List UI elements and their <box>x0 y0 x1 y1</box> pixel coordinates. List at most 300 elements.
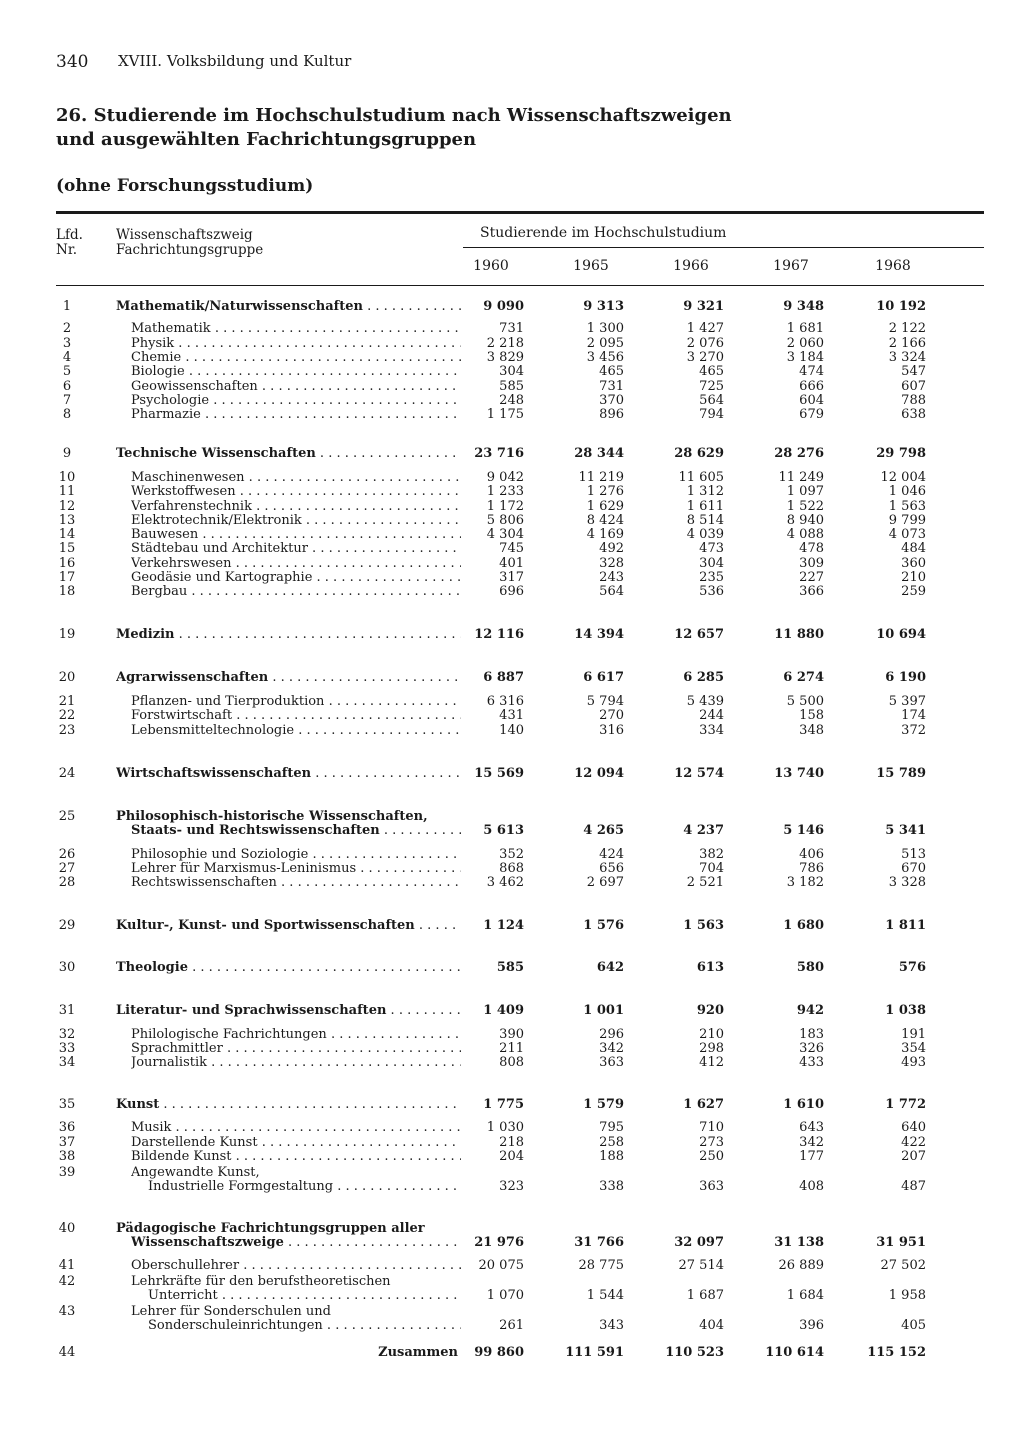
row-label-line-1: Philosophisch-historische Wissenschaften, <box>116 809 428 824</box>
leader-dots <box>211 321 461 336</box>
value-1966: 11 605 <box>678 470 724 485</box>
value-1966: 28 629 <box>674 446 724 461</box>
value-1968: 3 328 <box>888 875 926 890</box>
row-label <box>131 364 461 379</box>
value-1968: 1 563 <box>888 499 926 514</box>
value-1960: 431 <box>499 708 524 723</box>
row-label-text: Verfahrenstechnik <box>131 499 252 514</box>
row-number: 29 <box>58 918 76 933</box>
value-1967: 3 182 <box>786 875 824 890</box>
row-label-text: Pflanzen- und Tierproduktion <box>131 694 325 709</box>
value-1966: 235 <box>699 570 724 585</box>
row-label-line-1: Pädagogische Fachrichtungsgruppen aller <box>116 1221 425 1236</box>
row-label <box>131 321 461 336</box>
row-label-text: Darstellende Kunst <box>131 1135 258 1150</box>
value-1967: 26 889 <box>778 1258 824 1273</box>
row-number: 17 <box>58 570 76 585</box>
leader-dots <box>159 1097 461 1112</box>
row-label-text: Physik <box>131 336 175 351</box>
title-line-1: 26. Studierende im Hochschulstudium nach Wissenschaftszweigen <box>56 105 732 126</box>
value-1967: 942 <box>796 1003 824 1018</box>
row-label <box>131 499 461 514</box>
value-1960: 1 172 <box>486 499 524 514</box>
table-row <box>0 723 1024 738</box>
value-1968: 547 <box>901 364 926 379</box>
value-1965: 8 424 <box>586 513 624 528</box>
row-number: 25 <box>58 809 76 824</box>
value-1967: 478 <box>799 541 824 556</box>
row-number: 27 <box>58 861 76 876</box>
table-row <box>0 1274 1024 1303</box>
value-1965: 1 579 <box>583 1097 624 1112</box>
value-1967: 786 <box>799 861 824 876</box>
value-1965: 795 <box>599 1120 624 1135</box>
value-1968: 360 <box>901 556 926 571</box>
value-1966: 710 <box>699 1120 724 1135</box>
value-1960: 261 <box>499 1318 524 1333</box>
value-1965: 1 001 <box>583 1003 624 1018</box>
table-row <box>0 570 1024 585</box>
table-title <box>56 104 732 152</box>
value-1966: 4 039 <box>686 527 724 542</box>
leader-dots <box>188 960 461 975</box>
row-label-line-2 <box>148 1318 461 1333</box>
value-1967: 1 680 <box>783 918 824 933</box>
value-1960: 1 775 <box>483 1097 524 1112</box>
table-row <box>0 1345 1024 1360</box>
value-1966: 244 <box>699 708 724 723</box>
value-1966: 110 523 <box>665 1345 724 1360</box>
table-row <box>0 766 1024 781</box>
value-1960: 3 829 <box>486 350 524 365</box>
row-label <box>131 513 461 528</box>
value-1960: 23 716 <box>474 446 524 461</box>
value-1967: 183 <box>799 1027 824 1042</box>
value-1966: 725 <box>699 379 724 394</box>
row-number: 8 <box>62 407 72 422</box>
value-1968: 31 951 <box>876 1235 926 1250</box>
value-1968: 1 811 <box>885 918 926 933</box>
value-1965: 11 219 <box>578 470 624 485</box>
value-1966: 27 514 <box>678 1258 724 1273</box>
row-label-text: Unterricht <box>148 1288 218 1303</box>
value-1967: 9 348 <box>783 299 824 314</box>
value-1965: 28 344 <box>574 446 624 461</box>
value-1960: 1 409 <box>483 1003 524 1018</box>
header-wissenschaftszweig <box>116 228 263 258</box>
row-number: 38 <box>58 1149 76 1164</box>
value-1968: 1 038 <box>885 1003 926 1018</box>
leader-dots <box>181 350 461 365</box>
spanner-rule <box>463 247 984 248</box>
table-subtitle: (ohne Forschungsstudium) <box>56 176 314 196</box>
value-1966: 564 <box>699 393 724 408</box>
row-number: 33 <box>58 1041 76 1056</box>
row-label-text: Industrielle Formgestaltung <box>148 1179 334 1194</box>
row-label-text: Pharmazie <box>131 407 201 422</box>
value-1968: 4 073 <box>888 527 926 542</box>
row-number: 10 <box>58 470 76 485</box>
row-label-text: Wissenschaftszweige <box>131 1235 284 1250</box>
value-1968: 191 <box>901 1027 926 1042</box>
row-number: 7 <box>62 393 72 408</box>
table-row <box>0 299 1024 314</box>
table-row <box>0 584 1024 599</box>
value-1960: 1 070 <box>486 1288 524 1303</box>
row-label <box>131 1258 461 1273</box>
value-1965: 12 094 <box>574 766 624 781</box>
value-1968: 5 341 <box>885 823 926 838</box>
leader-dots <box>232 708 461 723</box>
value-1967: 408 <box>799 1179 824 1194</box>
row-label-text: Geodäsie und Kartographie <box>131 570 313 585</box>
value-1965: 492 <box>599 541 624 556</box>
row-label-line-1: Lehrer für Sonderschulen und <box>131 1304 331 1319</box>
value-1966: 1 312 <box>686 484 724 499</box>
value-1960: 12 116 <box>474 627 524 642</box>
value-1965: 370 <box>599 393 624 408</box>
year-1967: 1967 <box>773 258 809 274</box>
year-1968: 1968 <box>875 258 911 274</box>
row-label-line-2 <box>148 1288 461 1303</box>
table-row <box>0 960 1024 975</box>
row-label-text: Lebensmitteltechnologie <box>131 723 295 738</box>
value-1960: 808 <box>499 1055 524 1070</box>
row-label-text: Sprachmittler <box>131 1041 223 1056</box>
value-1965: 316 <box>599 723 624 738</box>
value-1967: 28 276 <box>774 446 824 461</box>
value-1966: 536 <box>699 584 724 599</box>
value-1965: 3 456 <box>586 350 624 365</box>
value-1966: 465 <box>699 364 724 379</box>
value-1965: 342 <box>599 1041 624 1056</box>
leader-dots <box>223 1041 461 1056</box>
leader-dots <box>209 393 461 408</box>
value-1966: 334 <box>699 723 724 738</box>
row-label <box>131 847 461 862</box>
top-rule <box>56 211 984 214</box>
table-row <box>0 918 1024 933</box>
value-1968: 1 772 <box>885 1097 926 1112</box>
value-1966: 12 574 <box>674 766 724 781</box>
value-1966: 9 321 <box>683 299 724 314</box>
value-1968: 10 694 <box>876 627 926 642</box>
leader-dots <box>236 484 461 499</box>
row-label-text: Mathematik/Naturwissenschaften <box>116 299 363 314</box>
value-1968: 1 958 <box>888 1288 926 1303</box>
value-1960: 5 806 <box>486 513 524 528</box>
value-1967: 348 <box>799 723 824 738</box>
value-1967: 11 249 <box>778 470 824 485</box>
table-row <box>0 1304 1024 1333</box>
row-label <box>116 1003 461 1018</box>
row-number: 6 <box>62 379 72 394</box>
value-1965: 465 <box>599 364 624 379</box>
value-1967: 6 274 <box>783 670 824 685</box>
header-rule <box>56 285 984 286</box>
row-number: 12 <box>58 499 76 514</box>
row-label <box>116 446 461 461</box>
header-lfd-2: Nr. <box>56 242 78 258</box>
value-1965: 9 313 <box>583 299 624 314</box>
value-1960: 20 075 <box>478 1258 524 1273</box>
value-1967: 1 097 <box>786 484 824 499</box>
table-row <box>0 350 1024 365</box>
title-line-2: und ausgewählten Fachrichtungsgruppen <box>56 129 477 150</box>
table-row <box>0 513 1024 528</box>
table-row <box>0 336 1024 351</box>
value-1967: 1 681 <box>786 321 824 336</box>
value-1966: 210 <box>699 1027 724 1042</box>
value-1960: 99 860 <box>474 1345 524 1360</box>
row-label-text: Staats- und Rechtswissenschaften <box>131 823 380 838</box>
row-label <box>131 1041 461 1056</box>
value-1960: 585 <box>499 379 524 394</box>
value-1967: 643 <box>799 1120 824 1135</box>
value-1960: 868 <box>499 861 524 876</box>
leader-dots <box>268 670 461 685</box>
table-row <box>0 321 1024 336</box>
value-1968: 5 397 <box>888 694 926 709</box>
row-label <box>131 875 461 890</box>
value-1967: 5 500 <box>786 694 824 709</box>
row-number: 36 <box>58 1120 76 1135</box>
row-label-text: Mathematik <box>131 321 211 336</box>
leader-dots <box>218 1288 461 1303</box>
row-label-text: Elektrotechnik/Elektronik <box>131 513 302 528</box>
value-1966: 363 <box>699 1179 724 1194</box>
row-number: 43 <box>58 1304 76 1319</box>
row-number: 39 <box>58 1165 76 1180</box>
leader-dots <box>258 1135 461 1150</box>
row-number: 26 <box>58 847 76 862</box>
value-1967: 474 <box>799 364 824 379</box>
value-1960: 352 <box>499 847 524 862</box>
value-1965: 6 617 <box>583 670 624 685</box>
table-row <box>0 1003 1024 1018</box>
leader-dots <box>171 1120 461 1135</box>
leader-dots <box>258 379 461 394</box>
row-label-text: Wirtschaftswissenschaften <box>116 766 312 781</box>
value-1968: 513 <box>901 847 926 862</box>
value-1967: 604 <box>799 393 824 408</box>
value-1967: 1 684 <box>786 1288 824 1303</box>
value-1966: 382 <box>699 847 724 862</box>
leader-dots <box>252 499 461 514</box>
value-1965: 1 629 <box>586 499 624 514</box>
value-1968: 670 <box>901 861 926 876</box>
value-1966: 6 285 <box>683 670 724 685</box>
value-1960: 6 887 <box>483 670 524 685</box>
value-1967: 326 <box>799 1041 824 1056</box>
value-1965: 111 591 <box>565 1345 624 1360</box>
value-1965: 296 <box>599 1027 624 1042</box>
row-label-line-2 <box>131 1235 461 1250</box>
row-number: 13 <box>58 513 76 528</box>
table-row <box>0 847 1024 862</box>
value-1960: 317 <box>499 570 524 585</box>
leader-dots <box>198 527 461 542</box>
table-row <box>0 708 1024 723</box>
row-number: 22 <box>58 708 76 723</box>
leader-dots <box>231 1149 461 1164</box>
value-1966: 32 097 <box>674 1235 724 1250</box>
row-label-line-2 <box>148 1179 461 1194</box>
value-1965: 564 <box>599 584 624 599</box>
row-number: 31 <box>58 1003 76 1018</box>
value-1966: 920 <box>696 1003 724 1018</box>
value-1960: 1 175 <box>486 407 524 422</box>
row-label <box>131 694 461 709</box>
value-1968: 29 798 <box>876 446 926 461</box>
value-1966: 704 <box>699 861 724 876</box>
row-number: 23 <box>58 723 76 738</box>
row-number: 5 <box>62 364 72 379</box>
leader-dots <box>174 627 461 642</box>
value-1965: 656 <box>599 861 624 876</box>
value-1967: 4 088 <box>786 527 824 542</box>
value-1968: 12 004 <box>880 470 926 485</box>
year-1966: 1966 <box>673 258 709 274</box>
row-label: Zusammen <box>378 1345 458 1360</box>
row-label <box>131 379 461 394</box>
value-1966: 1 611 <box>686 499 724 514</box>
value-1968: 484 <box>901 541 926 556</box>
value-1966: 473 <box>699 541 724 556</box>
value-1967: 406 <box>799 847 824 862</box>
value-1965: 1 544 <box>586 1288 624 1303</box>
value-1968: 607 <box>901 379 926 394</box>
value-1967: 11 880 <box>774 627 824 642</box>
row-number: 4 <box>62 350 72 365</box>
value-1967: 158 <box>799 708 824 723</box>
row-number: 30 <box>58 960 76 975</box>
value-1960: 140 <box>499 723 524 738</box>
row-label <box>116 1097 461 1112</box>
table-row <box>0 809 1024 838</box>
header-wz-1: Wissenschaftszweig <box>116 227 253 243</box>
value-1965: 642 <box>596 960 624 975</box>
value-1965: 896 <box>599 407 624 422</box>
row-label-text: Philosophie und Soziologie <box>131 847 309 862</box>
leader-dots <box>232 556 462 571</box>
row-label-text: Bauwesen <box>131 527 199 542</box>
leader-dots <box>207 1055 461 1070</box>
value-1960: 21 976 <box>474 1235 524 1250</box>
value-1968: 788 <box>901 393 926 408</box>
value-1967: 580 <box>796 960 824 975</box>
value-1965: 4 169 <box>586 527 624 542</box>
row-label-text: Kunst <box>116 1097 160 1112</box>
row-number: 37 <box>58 1135 76 1150</box>
value-1965: 31 766 <box>574 1235 624 1250</box>
row-label-text: Forstwirtschaft <box>131 708 233 723</box>
table-row <box>0 446 1024 461</box>
value-1965: 2 697 <box>586 875 624 890</box>
leader-dots <box>245 470 461 485</box>
value-1968: 259 <box>901 584 926 599</box>
value-1966: 12 657 <box>674 627 724 642</box>
value-1966: 8 514 <box>686 513 724 528</box>
row-label <box>131 470 461 485</box>
row-number: 28 <box>58 875 76 890</box>
row-number: 35 <box>58 1097 76 1112</box>
value-1965: 2 095 <box>586 336 624 351</box>
header-spanner: Studierende im Hochschulstudium <box>480 225 727 241</box>
value-1960: 4 304 <box>486 527 524 542</box>
row-label <box>131 541 461 556</box>
row-label-text: Rechtswissenschaften <box>131 875 277 890</box>
value-1965: 14 394 <box>574 627 624 642</box>
table-row <box>0 541 1024 556</box>
value-1967: 177 <box>799 1149 824 1164</box>
value-1966: 2 521 <box>686 875 724 890</box>
table-row <box>0 1120 1024 1135</box>
value-1960: 218 <box>499 1135 524 1150</box>
row-label-text: Kultur-, Kunst- und Sportwissenschaften <box>116 918 415 933</box>
value-1968: 640 <box>901 1120 926 1135</box>
value-1965: 1 276 <box>586 484 624 499</box>
page-number: 340 <box>56 52 89 72</box>
row-label <box>116 918 461 933</box>
value-1968: 2 122 <box>888 321 926 336</box>
value-1960: 323 <box>499 1179 524 1194</box>
value-1965: 424 <box>599 847 624 862</box>
value-1968: 638 <box>901 407 926 422</box>
value-1967: 3 184 <box>786 350 824 365</box>
table-row <box>0 1258 1024 1273</box>
table-row <box>0 556 1024 571</box>
row-number: 34 <box>58 1055 76 1070</box>
value-1968: 493 <box>901 1055 926 1070</box>
row-label <box>116 670 461 685</box>
table-row <box>0 670 1024 685</box>
leader-dots <box>174 336 461 351</box>
row-label-text: Agrarwissenschaften <box>116 670 269 685</box>
row-label-text: Geowissenschaften <box>131 379 258 394</box>
value-1966: 304 <box>699 556 724 571</box>
row-label-text: Maschinenwesen <box>131 470 245 485</box>
row-label <box>131 1055 461 1070</box>
value-1968: 10 192 <box>876 299 926 314</box>
table-row <box>0 627 1024 642</box>
table-row <box>0 470 1024 485</box>
table-row <box>0 364 1024 379</box>
value-1965: 188 <box>599 1149 624 1164</box>
value-1966: 1 627 <box>683 1097 724 1112</box>
value-1966: 2 076 <box>686 336 724 351</box>
running-header: XVIII. Volksbildung und Kultur <box>118 52 352 70</box>
value-1965: 338 <box>599 1179 624 1194</box>
value-1966: 298 <box>699 1041 724 1056</box>
value-1960: 3 462 <box>486 875 524 890</box>
table-row <box>0 527 1024 542</box>
value-1960: 731 <box>499 321 524 336</box>
value-1968: 422 <box>901 1135 926 1150</box>
table-row <box>0 1097 1024 1112</box>
value-1965: 258 <box>599 1135 624 1150</box>
value-1965: 328 <box>599 556 624 571</box>
value-1967: 366 <box>799 584 824 599</box>
row-label <box>131 556 461 571</box>
table-row <box>0 379 1024 394</box>
row-label <box>131 1135 461 1150</box>
value-1966: 4 237 <box>683 823 724 838</box>
header-wz-2: Fachrichtungsgruppe <box>116 242 264 258</box>
row-label <box>131 1149 461 1164</box>
row-number: 18 <box>58 584 76 599</box>
value-1960: 15 569 <box>474 766 524 781</box>
